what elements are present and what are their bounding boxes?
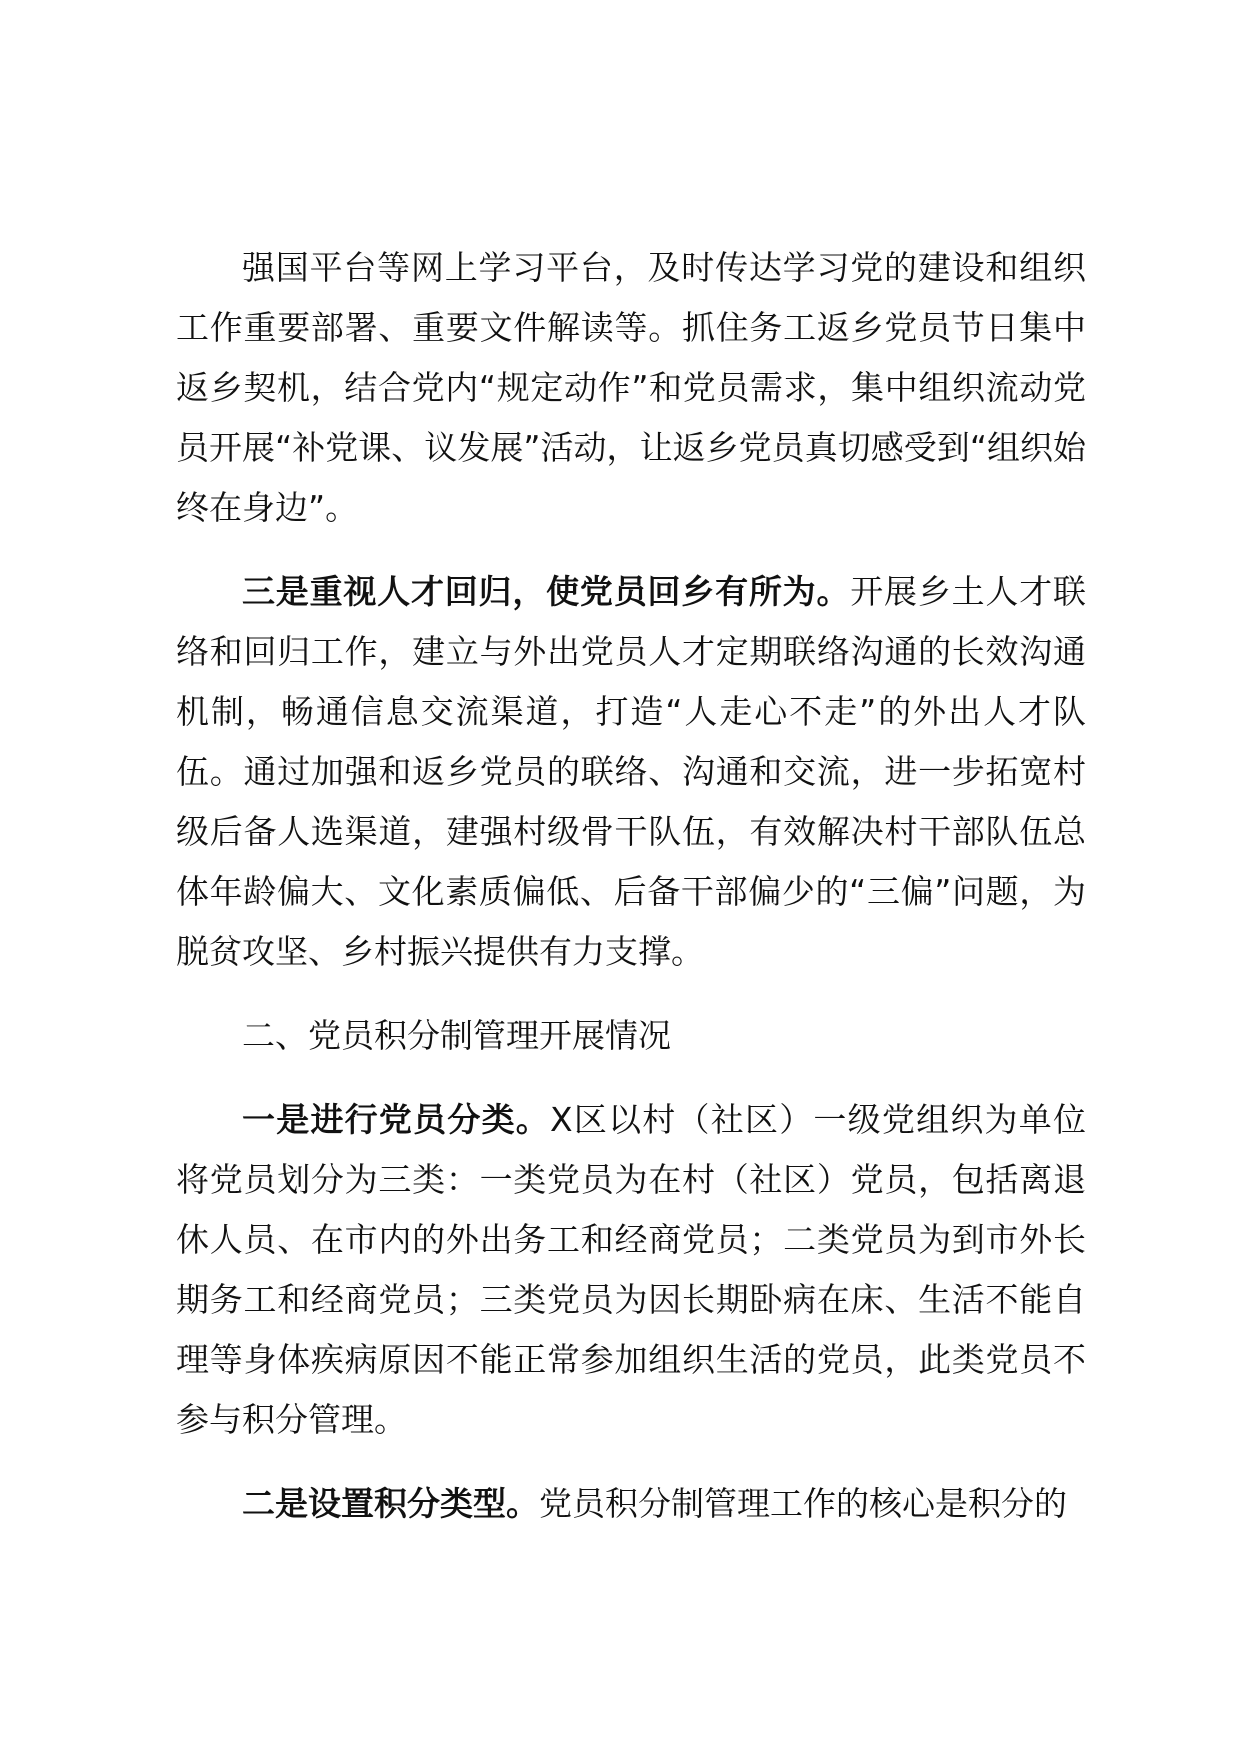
paragraph-lead: 一是进行党员分类。 (242, 1100, 551, 1139)
paragraph-lead: 二是设置积分类型。 (242, 1484, 539, 1523)
paragraph-lead: 三是重视人才回归，使党员回乡有所为。 (242, 572, 851, 611)
paragraph-member-classification (176, 1090, 1086, 1450)
paragraph-text: X区以村（社区）一级党组织为单位将党员划分为三类：一类党员为在村（社区）党员，包括离退休人员、在市内的外出务工和经商党员；二类党员为到市外长期务工和经商党员；三类党员为因长期卧病在床、生活不能自理等身体疾病原因不能正常参加组织生活的党员，此类党员不参与积分管理。 (176, 1100, 1087, 1439)
section-heading (176, 1006, 1086, 1066)
paragraph-study-platform (176, 238, 1086, 538)
paragraph-text: 党员积分制管理工作的核心是积分的 (539, 1484, 1067, 1523)
paragraph-talent-return (176, 562, 1086, 982)
paragraph-text: 强国平台等网上学习平台，及时传达学习党的建设和组织工作重要部署、重要文件解读等。抓住务工返乡党员节日集中返乡契机，结合党内“规定动作”和党员需求，集中组织流动党员开展“补党课、议发展”活动，让返乡党员真切感受到“组织始终在身边”。 (176, 248, 1086, 527)
document-body (176, 238, 1086, 1534)
paragraph-text: 开展乡土人才联络和回归工作，建立与外出党员人才定期联络沟通的长效沟通机制，畅通信息交流渠道，打造“人走心不走”的外出人才队伍。通过加强和返乡党员的联络、沟通和交流，进一步拓宽村级后备人选渠道，建强村级骨干队伍，有效解决村干部队伍总体年龄偏大、文化素质偏低、后备干部偏少的“三偏”问题，为脱贫攻坚、乡村振兴提供有力支撑。 (176, 572, 1087, 971)
section-heading-text: 二、党员积分制管理开展情况 (242, 1016, 671, 1055)
paragraph-points-types (176, 1474, 1086, 1534)
